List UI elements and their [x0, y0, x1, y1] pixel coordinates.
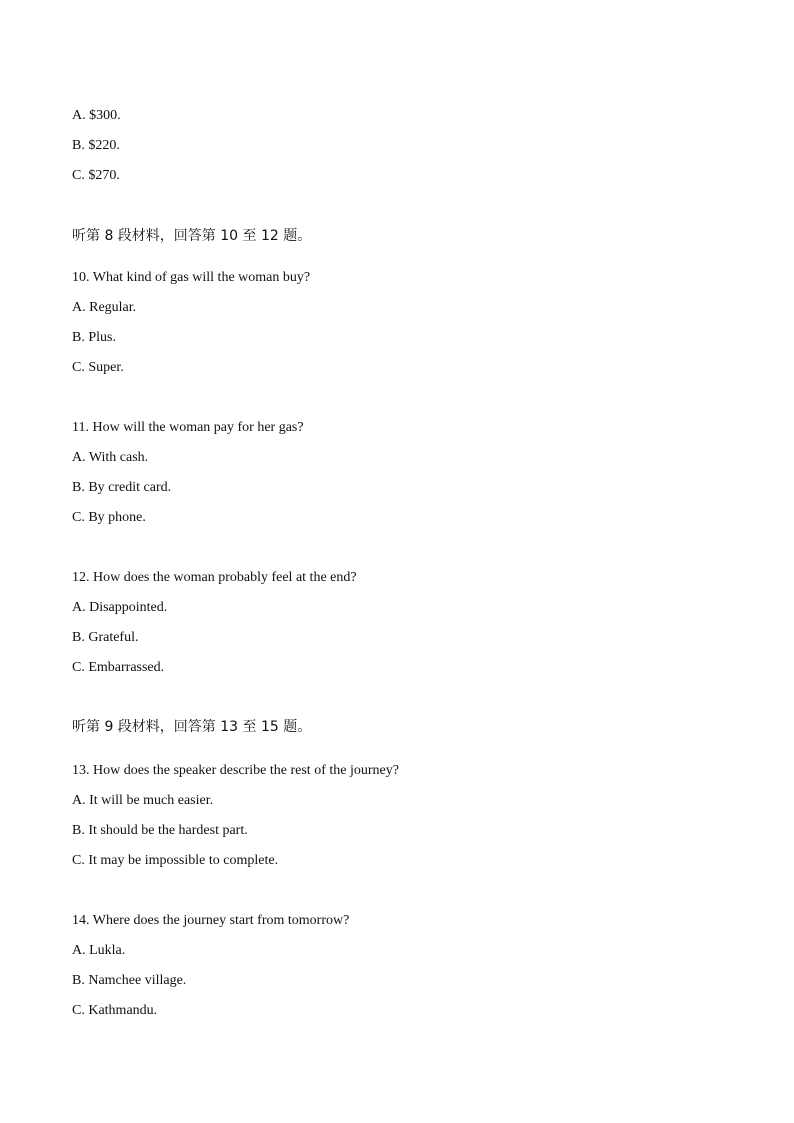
question-stem: 11. How will the woman pay for her gas?: [72, 420, 304, 435]
section-heading: 听第 8 段材料，回答第 10 至 12 题。: [72, 228, 312, 244]
option-a: A. Lukla.: [72, 943, 126, 958]
option-c: C. Embarrassed.: [72, 660, 165, 675]
option-a: A. It will be much easier.: [72, 793, 214, 808]
option-b: B. Namchee village.: [72, 973, 187, 988]
option-b: B. By credit card.: [72, 480, 172, 495]
section-heading: 听第 9 段材料，回答第 13 至 15 题。: [72, 719, 312, 735]
option-a: A. Regular.: [72, 300, 137, 315]
option-a: A. $300.: [72, 108, 121, 123]
option-b: B. It should be the hardest part.: [72, 823, 248, 838]
option-a: A. Disappointed.: [72, 600, 168, 615]
question-stem: 12. How does the woman probably feel at the end?: [72, 570, 357, 585]
option-b: B. Plus.: [72, 330, 116, 345]
question-stem: 13. How does the speaker describe the rest of the journey?: [72, 763, 399, 778]
question-stem: 14. Where does the journey start from tomorrow?: [72, 913, 350, 928]
option-c: C. Super.: [72, 360, 124, 375]
option-c: C. By phone.: [72, 510, 146, 525]
option-b: B. Grateful.: [72, 630, 139, 645]
option-c: C. $270.: [72, 168, 120, 183]
question-stem: 10. What kind of gas will the woman buy?: [72, 270, 311, 285]
option-b: B. $220.: [72, 138, 120, 153]
option-a: A. With cash.: [72, 450, 149, 465]
option-c: C. It may be impossible to complete.: [72, 853, 279, 868]
option-c: C. Kathmandu.: [72, 1003, 158, 1018]
